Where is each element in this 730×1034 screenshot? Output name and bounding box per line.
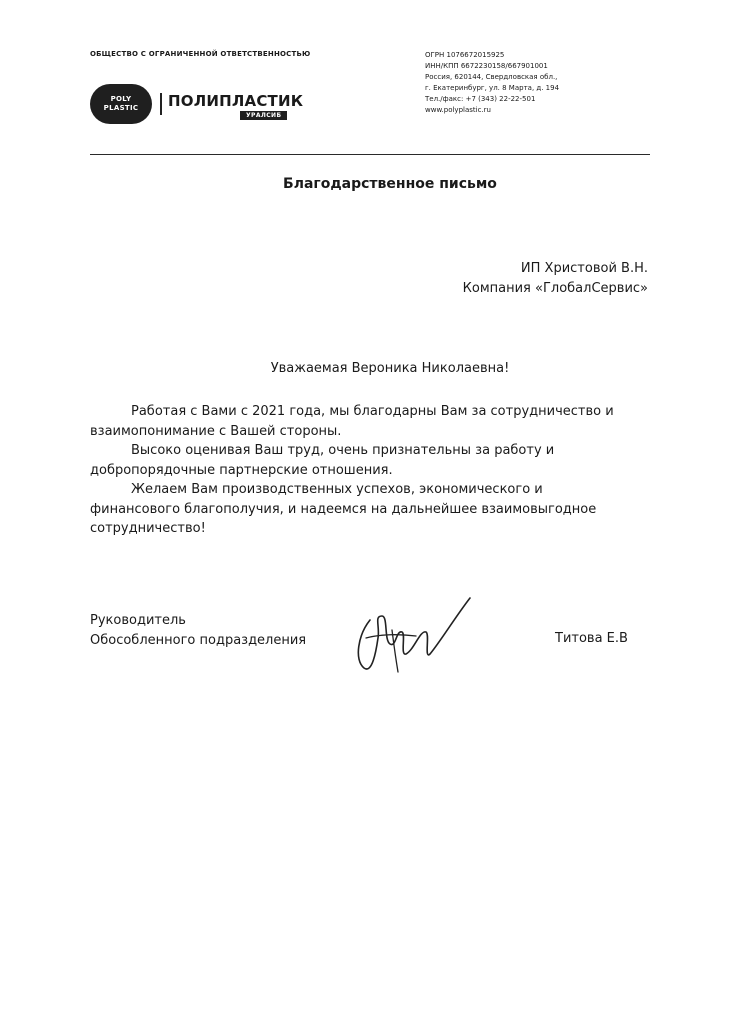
header-divider bbox=[90, 154, 650, 155]
addressee-line2: Компания «ГлобалСервис» bbox=[462, 281, 648, 296]
signer-name: Титова Е.В bbox=[555, 631, 628, 646]
addressee bbox=[463, 259, 648, 299]
logo-badge-line2: PLASTIC bbox=[103, 104, 139, 112]
company-logo bbox=[90, 84, 315, 124]
addressee-line1: ИП Христовой В.Н. bbox=[520, 261, 648, 276]
logo-badge-line1: POLY bbox=[110, 95, 132, 103]
logo-subname: УРАЛСИБ bbox=[240, 111, 287, 120]
requisite-phone: Тел./факс: +7 (343) 22-22-501 bbox=[425, 95, 536, 103]
signer-position-line2: Обособленного подразделения bbox=[90, 633, 307, 648]
company-legal-form: ОБЩЕСТВО С ОГРАНИЧЕННОЙ ОТВЕТСТВЕННОСТЬЮ bbox=[90, 50, 311, 58]
letter-title: Благодарственное письмо bbox=[283, 176, 497, 192]
handwritten-signature bbox=[340, 590, 480, 680]
requisite-inn-kpp: ИНН/КПП 6672230158/667901001 bbox=[425, 62, 548, 70]
body-paragraph: Работая с Вами с 2021 года, мы благодарны Вам за сотрудничество и взаимопонимание с Вашей стороны. bbox=[90, 404, 614, 439]
logo-separator bbox=[160, 93, 162, 115]
requisite-website: www.polyplastic.ru bbox=[425, 106, 491, 114]
logo-badge bbox=[90, 84, 152, 124]
requisite-address-region: Россия, 620144, Свердловская обл., bbox=[425, 73, 558, 81]
signer-position bbox=[90, 611, 306, 651]
body-paragraph: Желаем Вам производственных успехов, экономического и финансового благополучия, и надеемся на дальнейшее взаимовыгодное сотрудничество! bbox=[90, 482, 597, 536]
requisite-ogrn: ОГРН 1076672015925 bbox=[425, 51, 505, 59]
greeting: Уважаемая Вероника Николаевна! bbox=[270, 361, 510, 376]
body-paragraph: Высоко оценивая Ваш труд, очень признательны за работу и добропорядочные партнерские отношения. bbox=[90, 443, 555, 478]
requisite-address-city: г. Екатеринбург, ул. 8 Марта, д. 194 bbox=[425, 84, 560, 92]
company-requisites bbox=[425, 50, 559, 116]
letter-body bbox=[90, 402, 630, 539]
logo-name: ПОЛИПЛАСТИК bbox=[168, 92, 304, 110]
signer-position-line1: Руководитель bbox=[90, 613, 186, 628]
